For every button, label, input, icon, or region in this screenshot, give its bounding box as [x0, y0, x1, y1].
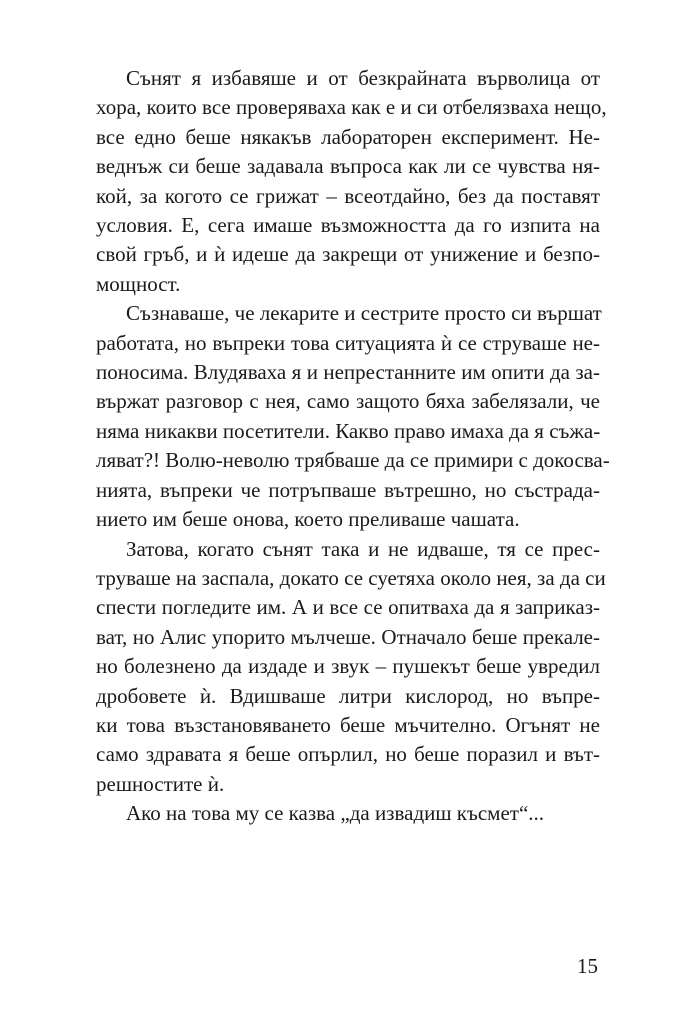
- text-line: вържат разговор с нея, само защото бяха забелязали, че: [96, 389, 600, 414]
- text-line: условия. Е, сега имаше възможността да го изпита на: [96, 213, 600, 238]
- text-line: Сънят я избавяше и от безкрайната върволица от: [126, 66, 600, 90]
- text-line: ват, но Алис упорито мълчеше. Отначало беше прекале-: [96, 624, 600, 649]
- text-line: веднъж си беше задавала въпроса как ли се чувства ня-: [96, 154, 600, 179]
- text-line: мощност.: [96, 271, 181, 296]
- text-line: нията, въпреки че потръпваше вътрешно, но състрада-: [96, 477, 600, 502]
- text-line: Ако на това му се казва „да извадиш късмет“...: [126, 801, 545, 826]
- text-line: ляват?! Волю-неволю трябваше да се примири с докосва-: [96, 448, 610, 473]
- text-line: хора, които все проверяваха как е и си отбелязваха нещо,: [96, 95, 607, 120]
- text-line: нието им беше онова, което преливаше чашата.: [96, 507, 520, 532]
- page-number: 15: [577, 954, 598, 978]
- text-line: само здравата я беше опърлил, но беше поразил и вът-: [96, 742, 600, 767]
- text-line: спести погледите им. А и все се опитваха да я заприказ-: [96, 595, 600, 620]
- text-line: труваше на заспала, докато се суетяха около нея, за да си: [96, 565, 606, 590]
- paragraph-4: [96, 799, 600, 828]
- body-text: [96, 64, 610, 829]
- paragraph-1: [96, 64, 607, 299]
- text-line: Затова, когато сънят така и не идваше, тя се прес-: [126, 536, 600, 561]
- text-line: дробовете ѝ. Вдишваше литри кислород, но въпре-: [96, 683, 600, 708]
- text-line: няма никакви посетители. Какво право имаха да я съжа-: [96, 418, 601, 443]
- text-line: кой, за когото се грижат – всеотдайно, без да поставят: [96, 183, 600, 208]
- text-line: поносима. Влудяваха я и непрестанните им опити да за-: [96, 360, 600, 385]
- text-line: все едно беше някакъв лабораторен експеримент. Не-: [96, 124, 600, 149]
- text-line: Съзнаваше, че лекарите и сестрите просто си вършат: [126, 301, 602, 326]
- text-line: но болезнено да издаде и звук – пушекът беше увредил: [96, 654, 600, 679]
- text-line: свой гръб, и ѝ идеше да закрещи от унижение и безпо-: [96, 242, 600, 267]
- paragraph-3: [96, 535, 606, 800]
- text-line: решностите ѝ.: [96, 771, 225, 796]
- text-line: работата, но въпреки това ситуацията ѝ се струваше не-: [96, 330, 600, 355]
- text-line: ки това възстановяването беше мъчително. Огънят не: [96, 712, 600, 737]
- paragraph-2: [96, 299, 610, 534]
